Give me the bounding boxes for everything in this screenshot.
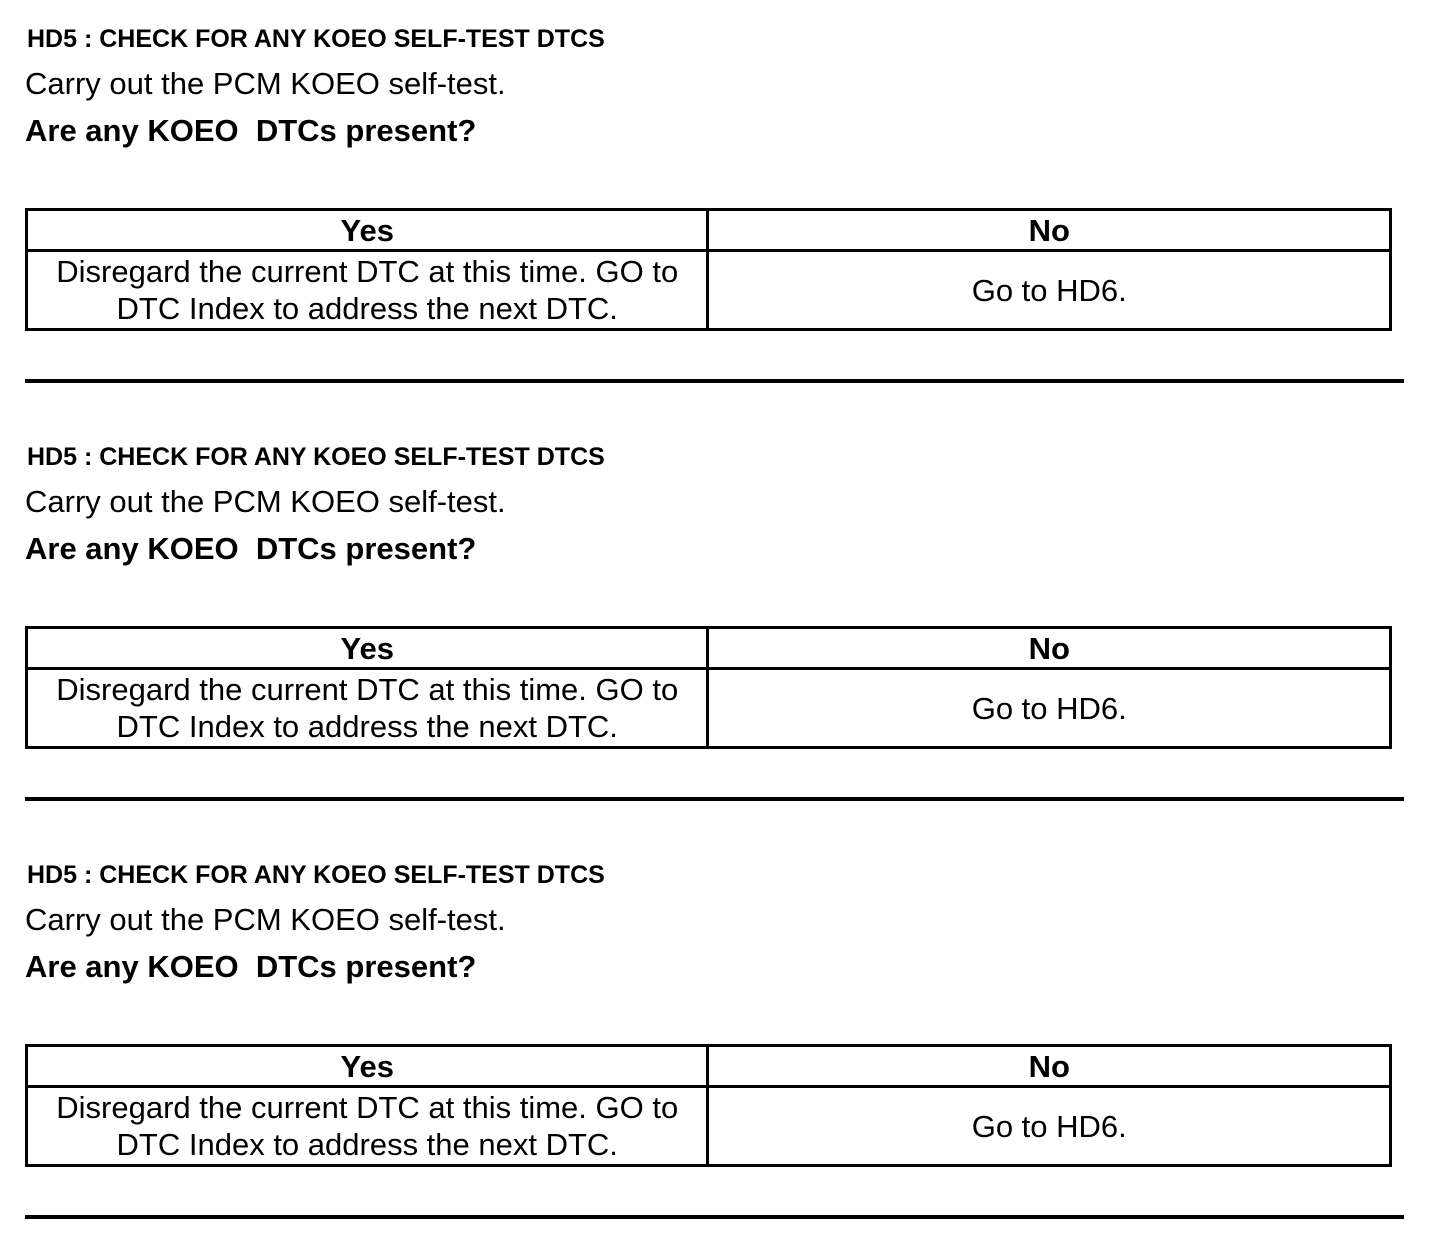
step-question: Are any KOEO DTCs present? [25,531,477,566]
result-table [25,626,1392,749]
table-row [27,669,1391,748]
yes-action: Disregard the current DTC at this time. GO to DTC Index to address the next DTC. [27,1087,708,1166]
step-title: HD5 : CHECK FOR ANY KOEO SELF-TEST DTCS [27,25,605,53]
yes-header: Yes [27,628,708,669]
section-divider [25,1215,1404,1219]
yes-header: Yes [27,1046,708,1087]
no-header: No [708,210,1391,251]
table-header-row [27,1046,1391,1087]
section-divider [25,797,1404,801]
test-step-section [0,836,1440,1254]
test-step-section [0,418,1440,836]
section-divider [25,379,1404,383]
step-instruction: Carry out the PCM KOEO self-test. [25,902,506,937]
no-header: No [708,1046,1391,1087]
table-header-row [27,628,1391,669]
step-title: HD5 : CHECK FOR ANY KOEO SELF-TEST DTCS [27,861,605,889]
step-title: HD5 : CHECK FOR ANY KOEO SELF-TEST DTCS [27,443,605,471]
step-question: Are any KOEO DTCs present? [25,949,477,984]
result-table [25,208,1392,331]
test-step-section [0,0,1440,418]
step-instruction: Carry out the PCM KOEO self-test. [25,66,506,101]
table-row [27,1087,1391,1166]
no-action: Go to HD6. [708,251,1391,330]
yes-action: Disregard the current DTC at this time. GO to DTC Index to address the next DTC. [27,251,708,330]
yes-header: Yes [27,210,708,251]
step-instruction: Carry out the PCM KOEO self-test. [25,484,506,519]
no-action: Go to HD6. [708,1087,1391,1166]
yes-action: Disregard the current DTC at this time. GO to DTC Index to address the next DTC. [27,669,708,748]
no-header: No [708,628,1391,669]
result-table [25,1044,1392,1167]
table-row [27,251,1391,330]
no-action: Go to HD6. [708,669,1391,748]
table-header-row [27,210,1391,251]
step-question: Are any KOEO DTCs present? [25,113,477,148]
